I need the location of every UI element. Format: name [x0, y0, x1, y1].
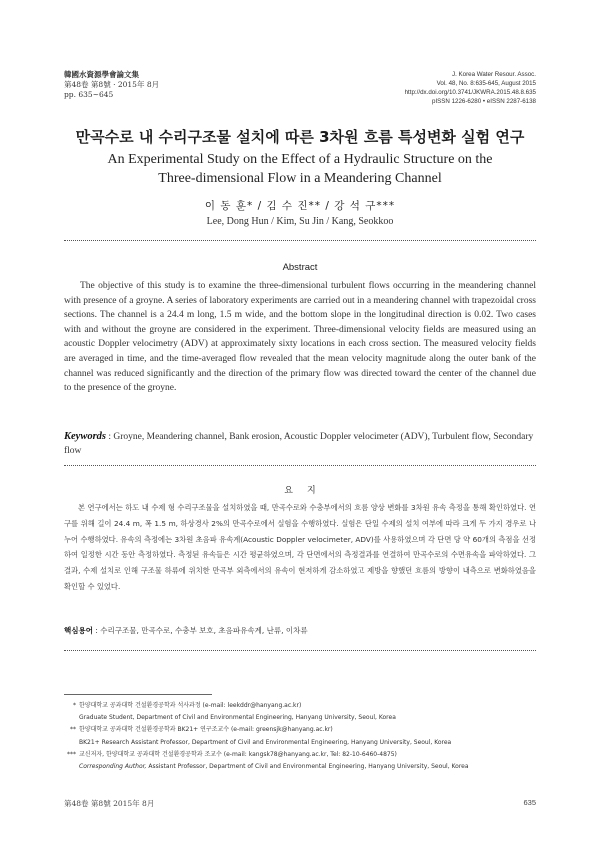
footnote-ko: 교신저자, 한양대학교 공과대학 건설환경공학과 조교수 (e-mail: kangsk78@hanyang.ac.kr, Tel: 82-10-6460-4875)	[79, 750, 397, 758]
yoji-heading: 요지	[284, 486, 330, 496]
abstract-text: The objective of this study is to examine the three-dimensional turbulent flows occurring in the meandering channel with presence of a groyne. A series of laboratory experiments are carried out in a meandering channel with trapezoidal cross sections. The channel is a 24.4 m long, 1.5 m wide, and the bottom slope in the longitudinal direction is 0.02. Two cases with and without the groyne are considered in the experiment. Three-dimensional velocity fields are measured using an acoustic Doppler velocimetry (ADV) at approximately sixty locations in each cross section. The measured velocity fields are averaged in time, and the time-averaged flow revealed that the mean velocity magnitude along the outer bank of the channel was reduced significantly and the direction of the primary flow was directed toward the center of the channel due to the presence of the groyne.	[64, 281, 536, 394]
journal-volume-en: Vol. 48, No. 8:635-645, August 2015	[436, 80, 536, 87]
abstract-heading: Abstract	[282, 262, 318, 273]
page-number: 635	[523, 798, 536, 807]
authors-korean: 이 동 훈* / 김 수 진** / 강 석 구***	[204, 200, 396, 212]
keywords-text: : Groyne, Meandering channel, Bank erosion, Acoustic Doppler velocimeter (ADV), Turbulent flow, Secondary flow	[64, 432, 534, 456]
authors-english: Lee, Dong Hun / Kim, Su Jin / Kang, Seokkoo	[206, 216, 394, 227]
divider	[64, 465, 536, 466]
title-korean: 만곡수로 내 수리구조물 설치에 따른 3차원 흐름 특성변화 실험 연구	[75, 128, 525, 146]
journal-volume-ko: 第48卷 第8號 · 2015年 8月	[64, 80, 160, 89]
doi-link[interactable]: http://dx.doi.org/10.3741/JKWRA.2015.48.8.635	[404, 89, 536, 96]
corresponding-author-label: Corresponding Author,	[79, 763, 147, 771]
keywords-english	[64, 430, 536, 458]
keywords-ko-label: 핵심용어	[64, 626, 93, 635]
footer-left: 第48卷 第8號 2015年 8月	[64, 799, 155, 808]
footnote-ko: 한양대학교 공과대학 건설환경공학과 석사과정 (e-mail: leekddr@hanyang.ac.kr)	[79, 702, 302, 709]
divider	[64, 240, 536, 241]
title-english	[40, 150, 560, 188]
footnote-en	[64, 761, 536, 773]
footnote-2	[64, 724, 536, 736]
keywords-ko-text: : 수리구조물, 만곡수로, 수충부 보호, 초음파유속계, 난류, 이차류	[92, 626, 308, 635]
footnote-rule	[64, 694, 212, 695]
footnote-en-text: Assistant Professor, Department of Civil and Environmental Engineering, Hanyang University, Seoul, Korea	[146, 763, 469, 771]
footnotes	[64, 700, 536, 773]
journal-header-left	[64, 70, 159, 100]
footnote-en: Graduate Student, Department of Civil and Environmental Engineering, Hanyang University, Seoul, Korea	[79, 714, 396, 722]
title-english-line2: Three-dimensional Flow in a Meandering Channel	[158, 171, 442, 186]
issn: pISSN 1226-6280 • eISSN 2287-6138	[432, 98, 536, 105]
footnote-3	[64, 749, 536, 761]
journal-name-ko: 韓國水資源學會論文集	[64, 70, 139, 79]
journal-pages: pp. 635~645	[64, 90, 114, 99]
keywords-label: Keywords	[64, 431, 106, 442]
footnote-1	[64, 700, 536, 712]
journal-header-right	[405, 70, 536, 106]
footnote-mark: *	[73, 702, 76, 709]
title-english-line1: An Experimental Study on the Effect of a Hydraulic Structure on the	[107, 152, 493, 167]
journal-name-en: J. Korea Water Resour. Assoc.	[451, 71, 536, 78]
footnote-mark: ***	[67, 750, 76, 758]
keywords-korean	[64, 625, 536, 636]
footnote-ko: 한양대학교 공과대학 건설환경공학과 BK21+ 연구조교수 (e-mail: greensjk@hanyang.ac.kr)	[79, 726, 333, 734]
divider	[64, 650, 536, 651]
yoji-text: 본 연구에서는 하도 내 수제 형 수리구조물을 설치하였을 때, 만곡수로와 수충부에서의 흐름 양상 변화를 3차원 유속 측정을 통해 확인하였다. 연구를 위해 길이 24.4 m, 폭 1.5 m, 하상경사 2%의 만곡수로에서 실험을 수행하였다. 실험은 단일 수제의 설치 여부에 따라 크게 두 가지 경우로 나누어 수행하였다. 유속의 측정에는 3차원 초음파 유속계(Acoustic Doppler velocimeter, ADV)를 사용하였으며 각 단면 당 약 60개의 측점을 선정하여 일정한 시간 동안 측정하였다. 측정된 유속들은 시간 평균하였으며, 각 단면에서의 측정결과를 연결하여 만곡수로의 수면유속을 파악하였다. 그 결과, 수제 설치로 인해 구조물 하류에 위치한 만곡부 외측에서의 유속이 현저하게 감소하였고 제방을 향했던 흐름의 방향이 내측으로 변화하였음을 확인할 수 있었다.	[64, 503, 536, 591]
footnote-en: BK21+ Research Assistant Professor, Department of Civil and Environmental Engineering, Hanyang University, Seoul, Korea	[79, 738, 452, 746]
footnote-mark: **	[70, 726, 76, 734]
